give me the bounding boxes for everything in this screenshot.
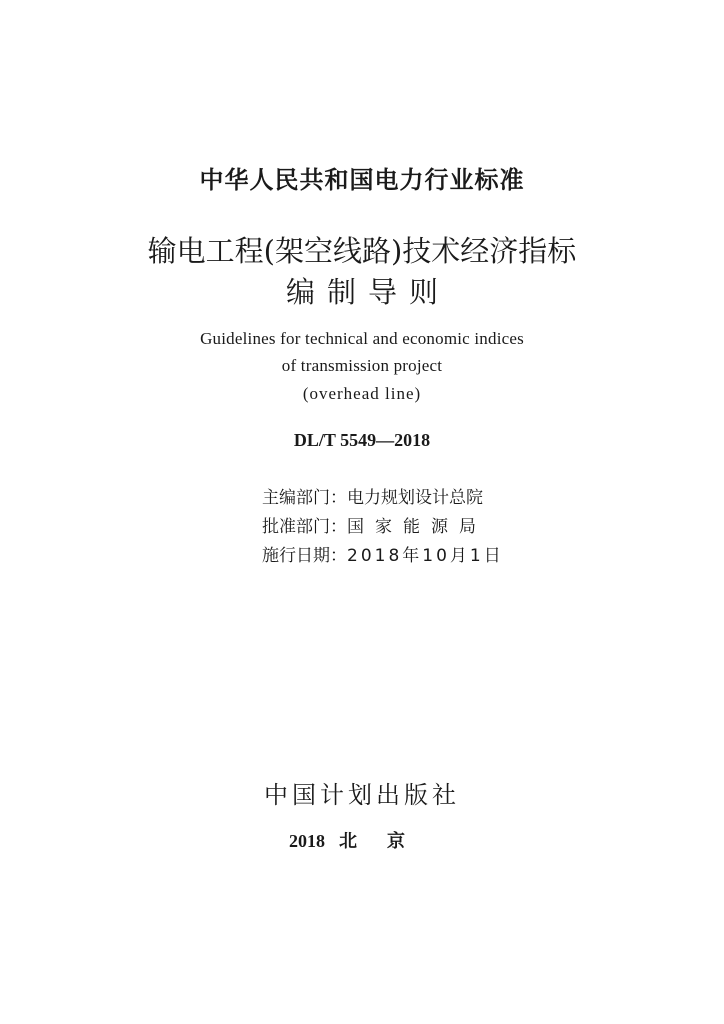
document-title: 输电工程(架空线路)技术经济指标 [147,234,577,268]
publication-year: 2018 [289,831,325,851]
editor-value: 电力规划设计总院 [347,488,483,508]
approver-label: 批准部门： [262,517,347,537]
editor-row [262,484,504,513]
approver-value: 国家能源局 [347,517,487,537]
issuance-info [262,484,504,571]
effective-date-value: 2018年10月1日 [347,546,504,566]
document-subtitle: 编制导则 [285,275,450,309]
english-title-line-2: of transmission project [281,356,443,375]
english-title-line-1: Guidelines for technical and economic indices [200,329,524,348]
approver-row [262,513,504,542]
publisher-name: 中国计划出版社 [264,781,460,809]
standard-series-heading: 中华人民共和国电力行业标准 [199,166,525,194]
english-title-line-3: (overhead line) [302,384,422,403]
standard-code: DL/T 5549—2018 [293,430,431,450]
editor-label: 主编部门： [262,488,347,508]
publication-line [0,827,724,853]
publication-city: 北京 [339,831,435,852]
effective-date-label: 施行日期： [262,546,347,566]
effective-date-row [262,542,504,571]
